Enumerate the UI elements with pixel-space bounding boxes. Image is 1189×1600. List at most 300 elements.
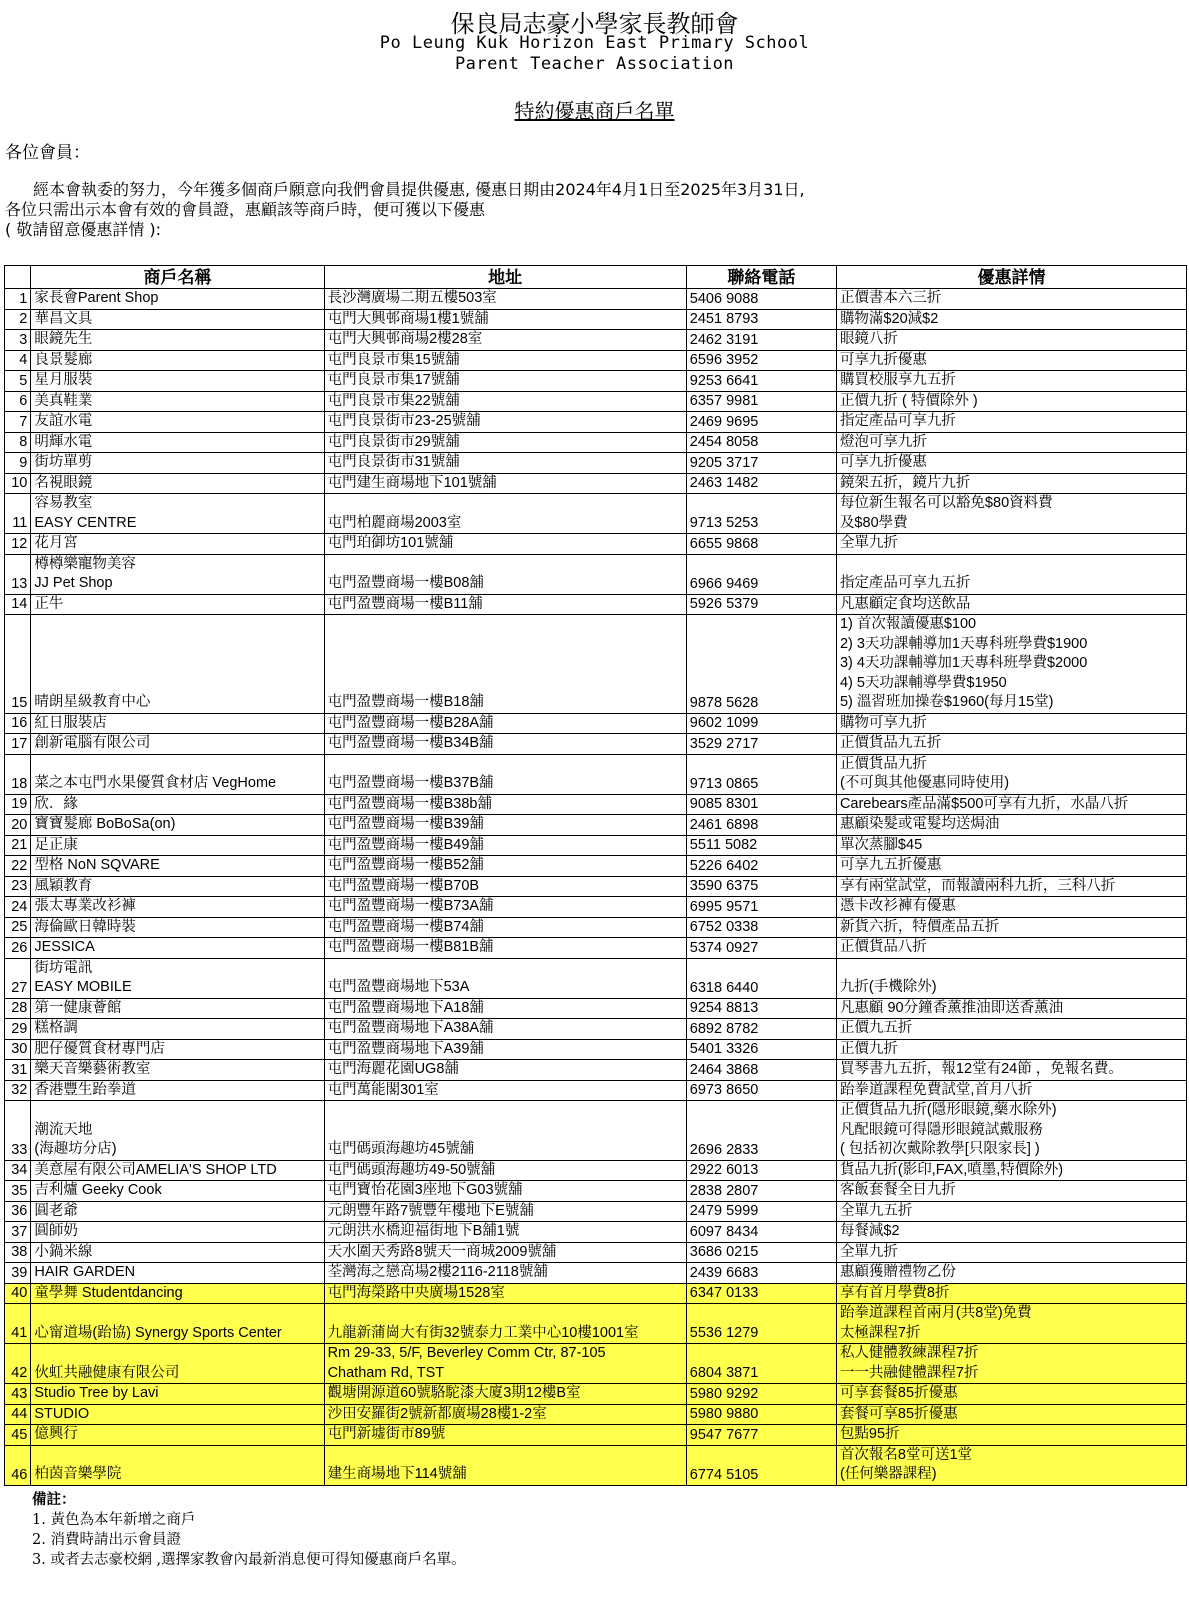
- merchant-phone: 6995 9571: [686, 897, 836, 918]
- merchant-name-line: 晴朗星級教育中心: [34, 694, 151, 710]
- merchant-name: [31, 1222, 324, 1243]
- merchant-address: [324, 1263, 686, 1284]
- row-number: 18: [5, 754, 31, 794]
- merchant-offer-line: 每餐減$2: [839, 1223, 900, 1239]
- merchant-name-line: 肥仔優質食材專門店: [34, 1040, 165, 1057]
- merchant-offer: [836, 1181, 1186, 1202]
- merchant-offer-line: 購物滿$20減$2: [839, 310, 939, 327]
- merchant-name: [31, 330, 324, 351]
- merchant-name: [31, 1304, 324, 1344]
- merchant-name-line: HAIR GARDEN: [34, 1264, 136, 1280]
- merchant-address: [324, 897, 686, 918]
- merchant-offer: [836, 1283, 1186, 1304]
- merchant-address: [324, 1160, 686, 1181]
- merchant-address-line: 屯門良景街市23-25號舖: [327, 413, 481, 429]
- row-number: 22: [5, 856, 31, 877]
- merchant-offer: [836, 998, 1186, 1019]
- header-no: [5, 266, 31, 289]
- merchant-offer-line: 全單九五折: [839, 1202, 913, 1219]
- merchant-offer-line: 正價貨品八折: [839, 939, 927, 955]
- merchant-offer-line: 買琴書九五折，報12堂有24節 ，免報名費。: [839, 1061, 1123, 1077]
- merchant-offer: [836, 473, 1186, 494]
- merchant-name-line: (海趣坊分店): [34, 1141, 117, 1157]
- merchant-phone: 9205 3717: [686, 453, 836, 474]
- row-number: 4: [5, 350, 31, 371]
- merchant-offer-line: 全單九折: [839, 1243, 898, 1260]
- table-row: [5, 1344, 1187, 1384]
- merchant-name-line: 名視眼鏡: [34, 474, 93, 491]
- merchant-offer: [836, 412, 1186, 433]
- merchant-offer-line: 購買校服享九五折: [839, 372, 956, 388]
- merchant-offer: [836, 1201, 1186, 1222]
- merchant-name-line: 柏茵音樂學院: [34, 1466, 122, 1482]
- row-number: 23: [5, 876, 31, 897]
- merchant-name: [31, 815, 324, 836]
- merchant-phone: 5226 6402: [686, 856, 836, 877]
- merchant-offer: [836, 432, 1186, 453]
- merchant-address: [324, 754, 686, 794]
- row-number: 13: [5, 554, 31, 594]
- merchant-name: [31, 371, 324, 392]
- merchant-phone: 9878 5628: [686, 615, 836, 714]
- merchant-address: [324, 1060, 686, 1081]
- table-row: [5, 350, 1187, 371]
- row-number: 45: [5, 1425, 31, 1446]
- merchant-name: [31, 897, 324, 918]
- school-pta-title-zh: 保良局志豪小學家長教師會: [450, 10, 739, 38]
- merchant-offer-line: 鏡架五折，鏡片九折: [839, 474, 971, 491]
- merchant-phone: 5980 9292: [686, 1384, 836, 1405]
- merchant-offer-line: 正價貨品九折(隱形眼鏡,藥水除外): [839, 1102, 1057, 1118]
- merchant-name-line: STUDIO: [34, 1405, 90, 1422]
- merchant-offer-line: 可享套餐85折優惠: [839, 1385, 958, 1401]
- merchant-name: [31, 1283, 324, 1304]
- merchant-offer-line: 享有兩堂試堂，而報讀兩科九折，三科八折: [839, 877, 1116, 894]
- merchant-name-line: 心甯道場(跆協) Synergy Sports Center: [34, 1324, 282, 1341]
- row-number: 38: [5, 1242, 31, 1263]
- table-row: [5, 309, 1187, 330]
- merchant-name: [31, 938, 324, 959]
- merchant-address: [324, 835, 686, 856]
- merchant-address: [324, 1445, 686, 1485]
- merchant-address-line: 屯門盈豐商場一樓B28A舖: [327, 714, 494, 731]
- merchant-offer: [836, 554, 1186, 594]
- merchant-name-line: EASY CENTRE: [34, 514, 137, 531]
- table-row: [5, 371, 1187, 392]
- merchant-address-line: 屯門良景市集15號舖: [327, 351, 460, 368]
- merchant-offer: [836, 1242, 1186, 1263]
- merchant-address: [324, 1425, 686, 1446]
- merchant-name-line: 風穎教育: [34, 877, 93, 894]
- table-row: [5, 1283, 1187, 1304]
- merchant-address-line: 屯門盈豐商場一樓B49舖: [327, 836, 484, 853]
- merchant-offer-line: 凡配眼鏡可得隱形眼鏡試戴服務: [839, 1121, 1043, 1138]
- merchant-offer: [836, 1222, 1186, 1243]
- header-phone: 聯絡電話: [686, 266, 836, 289]
- table-row: [5, 835, 1187, 856]
- row-number: 16: [5, 713, 31, 734]
- merchant-offer-line: 4) 5天功課輔導學費$1950: [839, 674, 1007, 691]
- table-row: [5, 330, 1187, 351]
- row-number: 41: [5, 1304, 31, 1344]
- row-number: 12: [5, 534, 31, 555]
- table-row: [5, 412, 1187, 433]
- row-number: 36: [5, 1201, 31, 1222]
- merchant-offer-line: 一一共融健體課程7折: [839, 1364, 979, 1381]
- merchant-offer-line: 享有首月學費8折: [839, 1284, 950, 1301]
- merchant-phone: 2451 8793: [686, 309, 836, 330]
- row-number: 35: [5, 1181, 31, 1202]
- merchant-offer: [836, 494, 1186, 534]
- merchant-name-line: 小鍋米線: [34, 1243, 93, 1260]
- merchant-phone: 2454 8058: [686, 432, 836, 453]
- merchant-name: [31, 494, 324, 534]
- merchant-address: [324, 998, 686, 1019]
- merchant-address-line: 屯門盈豐商場一樓B37B舖: [327, 775, 494, 791]
- merchant-address-line: 屯門盈豐商場一樓B70B: [327, 877, 480, 894]
- table-row: [5, 713, 1187, 734]
- merchant-offer-line: 可享九折優惠: [839, 454, 927, 470]
- row-number: 27: [5, 958, 31, 998]
- merchant-address-line: 九龍新蒲崗大有街32號泰力工業中心10樓1001室: [327, 1324, 639, 1341]
- merchant-phone: 9254 8813: [686, 998, 836, 1019]
- merchant-name-line: 第一健康薈館: [34, 999, 122, 1016]
- merchant-offer: [836, 1384, 1186, 1405]
- merchant-name: [31, 917, 324, 938]
- merchant-offer-line: (任何樂器課程): [839, 1466, 937, 1482]
- table-row: [5, 1101, 1187, 1161]
- merchant-name: [31, 734, 324, 755]
- merchant-phone: 6892 8782: [686, 1019, 836, 1040]
- merchant-address-line: 元朗洪水橋迎福街地下B舖1號: [327, 1223, 520, 1239]
- merchant-name: [31, 876, 324, 897]
- table-row: [5, 1019, 1187, 1040]
- table-row: [5, 1445, 1187, 1485]
- merchant-name-line: 美意屋有限公司AMELIA'S SHOP LTD: [34, 1161, 277, 1178]
- merchant-address-line: 屯門盈豐商場地下A39舖: [327, 1040, 484, 1057]
- merchant-name: [31, 309, 324, 330]
- merchant-address: [324, 1384, 686, 1405]
- merchant-offer-line: 正價貨品九五折: [839, 735, 942, 751]
- row-number: 19: [5, 794, 31, 815]
- merchant-offer-line: 全單九折: [839, 535, 898, 551]
- merchant-table-body: [5, 289, 1187, 1486]
- merchant-offer: [836, 615, 1186, 714]
- merchant-offer: [836, 876, 1186, 897]
- merchant-name-line: 欣．緣: [34, 795, 78, 812]
- merchant-offer: [836, 309, 1186, 330]
- merchant-offer-line: 憑卡改衫褲有優惠: [839, 898, 956, 914]
- merchant-phone: 5536 1279: [686, 1304, 836, 1344]
- row-number: 7: [5, 412, 31, 433]
- table-row: [5, 1425, 1187, 1446]
- merchant-offer-line: 跆拳道課程首兩月(共8堂)免費: [839, 1305, 1032, 1321]
- merchant-name: [31, 754, 324, 794]
- merchant-phone: 2922 6013: [686, 1160, 836, 1181]
- intro-paragraph: [5, 180, 805, 240]
- merchant-offer: [836, 1304, 1186, 1344]
- merchant-address: [324, 412, 686, 433]
- merchant-offer-line: 跆拳道課程免費試堂,首月八折: [839, 1081, 1033, 1098]
- merchant-name: [31, 473, 324, 494]
- row-number: 9: [5, 453, 31, 474]
- merchant-offer-line: 私人健體教練課程7折: [839, 1345, 979, 1361]
- merchant-name-line: 紅日服裝店: [34, 714, 107, 731]
- merchant-address: [324, 1344, 686, 1384]
- merchant-phone: 9253 6641: [686, 371, 836, 392]
- merchant-table: [4, 265, 1187, 1486]
- merchant-offer-line: 單次蒸腳$45: [839, 836, 923, 853]
- merchant-name: [31, 289, 324, 310]
- merchant-name: [31, 412, 324, 433]
- greeting: 各位會員：: [5, 143, 90, 163]
- row-number: 11: [5, 494, 31, 534]
- merchant-offer-line: 惠顧染髮或電髮均送焗油: [839, 816, 1000, 832]
- merchant-name-line: 億興行: [34, 1426, 78, 1442]
- merchant-address-line: 屯門盈豐商場地下53A: [327, 979, 470, 995]
- merchant-name-line: Studio Tree by Lavi: [34, 1385, 159, 1401]
- merchant-name-line: 眼鏡先生: [34, 331, 93, 347]
- merchant-address-line: 沙田安羅街2號新都廣場28樓1-2室: [327, 1405, 547, 1422]
- table-row: [5, 815, 1187, 836]
- merchant-offer-line: 及$80學費: [839, 514, 908, 531]
- merchant-address: [324, 1039, 686, 1060]
- merchant-offer: [836, 371, 1186, 392]
- merchant-address-line: 屯門珀御坊101號舖: [327, 535, 454, 551]
- table-row: [5, 554, 1187, 594]
- merchant-address: [324, 594, 686, 615]
- row-number: 25: [5, 917, 31, 938]
- merchant-address: [324, 615, 686, 714]
- table-row: [5, 473, 1187, 494]
- merchant-name: [31, 432, 324, 453]
- merchant-phone: 5511 5082: [686, 835, 836, 856]
- merchant-address-line: 元朗豐年路7號豐年樓地下E號舖: [327, 1202, 534, 1219]
- merchant-offer-line: 貨品九折(影印,FAX,噴墨,特價除外): [839, 1161, 1064, 1178]
- merchant-offer: [836, 734, 1186, 755]
- merchant-offer: [836, 534, 1186, 555]
- merchant-offer: [836, 594, 1186, 615]
- row-number: 2: [5, 309, 31, 330]
- header-address: 地址: [324, 266, 686, 289]
- merchant-phone: 5401 3326: [686, 1039, 836, 1060]
- merchant-phone: 5406 9088: [686, 289, 836, 310]
- row-number: 8: [5, 432, 31, 453]
- merchant-address-line: 屯門碼頭海趣坊49-50號舖: [327, 1161, 496, 1178]
- merchant-offer-line: 1) 首次報讀優惠$100: [839, 616, 977, 632]
- merchant-offer-line: 燈泡可享九折: [839, 433, 927, 450]
- merchant-phone: 2479 5999: [686, 1201, 836, 1222]
- merchant-name-line: 華昌文具: [34, 310, 93, 327]
- merchant-name: [31, 1404, 324, 1425]
- merchant-offer: [836, 289, 1186, 310]
- table-row: [5, 938, 1187, 959]
- merchant-offer: [836, 1445, 1186, 1485]
- merchant-name: [31, 350, 324, 371]
- merchant-name: [31, 958, 324, 998]
- merchant-name: [31, 835, 324, 856]
- merchant-address-line: 屯門柏麗商場2003室: [327, 514, 462, 531]
- merchant-name-line: 菜之本屯門水果優質食材店 VegHome: [34, 775, 277, 791]
- row-number: 37: [5, 1222, 31, 1243]
- merchant-offer-line: 凡惠顧 90分鐘香薰推油即送香薰油: [839, 999, 1064, 1016]
- merchant-address-line: 長沙灣廣場二期五樓503室: [327, 290, 497, 306]
- table-row: [5, 1060, 1187, 1081]
- merchant-name-line: 童學舞 Studentdancing: [34, 1284, 183, 1301]
- table-row: [5, 1222, 1187, 1243]
- merchant-address-line: 屯門盈豐商場地下A18舖: [327, 999, 484, 1016]
- merchant-offer-line: 指定產品可享九五折: [839, 575, 971, 591]
- merchant-name-line: 圓師奶: [34, 1223, 78, 1239]
- table-row: [5, 1242, 1187, 1263]
- merchant-name: [31, 1445, 324, 1485]
- table-row: [5, 998, 1187, 1019]
- table-row: [5, 1181, 1187, 1202]
- merchant-address-line: 屯門盈豐商場一樓B38b舖: [327, 795, 492, 812]
- row-number: 32: [5, 1080, 31, 1101]
- merchant-offer-line: 可享九折優惠: [839, 351, 927, 368]
- row-number: 10: [5, 473, 31, 494]
- merchant-offer-line: 正價九折: [839, 1040, 898, 1057]
- merchant-name-line: 伙虹共融健康有限公司: [34, 1364, 180, 1381]
- merchant-phone: 6357 9981: [686, 391, 836, 412]
- merchant-offer: [836, 938, 1186, 959]
- row-number: 40: [5, 1283, 31, 1304]
- merchant-address-line: 屯門盈豐商場一樓B73A舖: [327, 898, 494, 914]
- merchant-address-line: 屯門海榮路中央廣場1528室: [327, 1284, 505, 1301]
- merchant-offer: [836, 1101, 1186, 1161]
- merchant-address: [324, 734, 686, 755]
- row-number: 15: [5, 615, 31, 714]
- merchant-address: [324, 917, 686, 938]
- merchant-name-line: 張太專業改衫褲: [34, 898, 136, 914]
- merchant-offer: [836, 330, 1186, 351]
- merchant-name-line: 正牛: [34, 595, 64, 612]
- table-row: [5, 1201, 1187, 1222]
- merchant-phone: 2464 3868: [686, 1060, 836, 1081]
- merchant-offer: [836, 1080, 1186, 1101]
- merchant-name: [31, 713, 324, 734]
- row-number: 17: [5, 734, 31, 755]
- merchant-name-line: 樽樽樂寵物美容: [34, 555, 136, 572]
- merchant-offer-line: 2) 3天功課輔導加1天專科班學費$1900: [839, 635, 1088, 652]
- merchant-address: [324, 494, 686, 534]
- merchant-address: [324, 453, 686, 474]
- merchant-phone: 3590 6375: [686, 876, 836, 897]
- notes: [32, 1490, 466, 1570]
- merchant-offer-line: 包點95折: [839, 1426, 900, 1442]
- table-row: [5, 876, 1187, 897]
- merchant-address-line: 屯門良景市集22號舖: [327, 392, 460, 409]
- merchant-phone: 2469 9695: [686, 412, 836, 433]
- merchant-address: [324, 938, 686, 959]
- row-number: 31: [5, 1060, 31, 1081]
- table-row: [5, 453, 1187, 474]
- merchant-address-line: 屯門大興邨商場2樓28室: [327, 331, 483, 347]
- merchant-address: [324, 1242, 686, 1263]
- merchant-phone: 2463 1482: [686, 473, 836, 494]
- table-row: [5, 958, 1187, 998]
- merchant-offer-line: 正價九五折: [839, 1020, 913, 1036]
- merchant-address-line: 屯門盈豐商場一樓B81B舖: [327, 939, 494, 955]
- row-number: 1: [5, 289, 31, 310]
- merchant-name: [31, 1384, 324, 1405]
- merchant-offer-line: 套餐可享85折優惠: [839, 1405, 958, 1422]
- row-number: 34: [5, 1160, 31, 1181]
- merchant-offer: [836, 1060, 1186, 1081]
- merchant-name: [31, 594, 324, 615]
- merchant-address-line: 屯門良景街市31號舖: [327, 454, 460, 470]
- row-number: 43: [5, 1384, 31, 1405]
- merchant-phone: 2461 6898: [686, 815, 836, 836]
- table-row: [5, 289, 1187, 310]
- merchant-address: [324, 391, 686, 412]
- row-number: 46: [5, 1445, 31, 1485]
- merchant-name-line: 良景髮廊: [34, 351, 93, 368]
- merchant-phone: 2462 3191: [686, 330, 836, 351]
- merchant-address-line: 天水圍天秀路8號天一商城2009號舖: [327, 1243, 557, 1260]
- merchant-address-line: Rm 29-33, 5/F, Beverley Comm Ctr, 87-105: [327, 1345, 606, 1361]
- row-number: 28: [5, 998, 31, 1019]
- merchant-phone: 3686 0215: [686, 1242, 836, 1263]
- school-title-en: Po Leung Kuk Horizon East Primary School: [379, 33, 810, 53]
- merchant-offer: [836, 835, 1186, 856]
- merchant-offer: [836, 897, 1186, 918]
- merchant-address-line: 屯門盈豐商場一樓B11舖: [327, 595, 483, 612]
- merchant-phone: 2838 2807: [686, 1181, 836, 1202]
- merchant-name-line: 星月服裝: [34, 372, 93, 388]
- merchant-offer: [836, 754, 1186, 794]
- merchant-address-line: 屯門建生商場地下101號舖: [327, 474, 497, 491]
- merchant-offer-line: 新貨六折，特價產品五折: [839, 918, 1000, 935]
- merchant-name: [31, 391, 324, 412]
- merchant-phone: 6752 0338: [686, 917, 836, 938]
- merchant-phone: 6973 8650: [686, 1080, 836, 1101]
- merchant-offer-line: 眼鏡八折: [839, 331, 898, 347]
- merchant-name: [31, 554, 324, 594]
- merchant-name: [31, 1160, 324, 1181]
- row-number: 21: [5, 835, 31, 856]
- merchant-address-line: 荃灣海之戀高場2樓2116-2118號舖: [327, 1264, 548, 1280]
- merchant-offer: [836, 713, 1186, 734]
- table-row: [5, 917, 1187, 938]
- merchant-name-line: JJ Pet Shop: [34, 575, 113, 591]
- table-row: [5, 1384, 1187, 1405]
- merchant-offer: [836, 391, 1186, 412]
- row-number: 42: [5, 1344, 31, 1384]
- merchant-address-line: 屯門盈豐商場一樓B34B舖: [327, 735, 494, 751]
- merchant-offer: [836, 958, 1186, 998]
- merchant-offer: [836, 453, 1186, 474]
- merchant-offer-line: 正價書本六三折: [839, 290, 942, 306]
- table-row: [5, 594, 1187, 615]
- merchant-address: [324, 1404, 686, 1425]
- row-number: 24: [5, 897, 31, 918]
- merchant-address-line: 觀塘開源道60號駱駝漆大廈3期12樓B室: [327, 1385, 581, 1401]
- merchant-offer-line: 凡惠顧定食均送飲品: [839, 595, 971, 612]
- row-number: 39: [5, 1263, 31, 1284]
- row-number: 5: [5, 371, 31, 392]
- merchant-phone: 2439 6683: [686, 1263, 836, 1284]
- merchant-offer: [836, 917, 1186, 938]
- merchant-address: [324, 958, 686, 998]
- merchant-offer: [836, 1263, 1186, 1284]
- table-row: [5, 494, 1187, 534]
- merchant-offer: [836, 815, 1186, 836]
- note-item: 1. 黃色為本年新增之商戶: [32, 1512, 196, 1528]
- merchant-offer-line: 正價貨品九折: [839, 755, 927, 772]
- merchant-address: [324, 815, 686, 836]
